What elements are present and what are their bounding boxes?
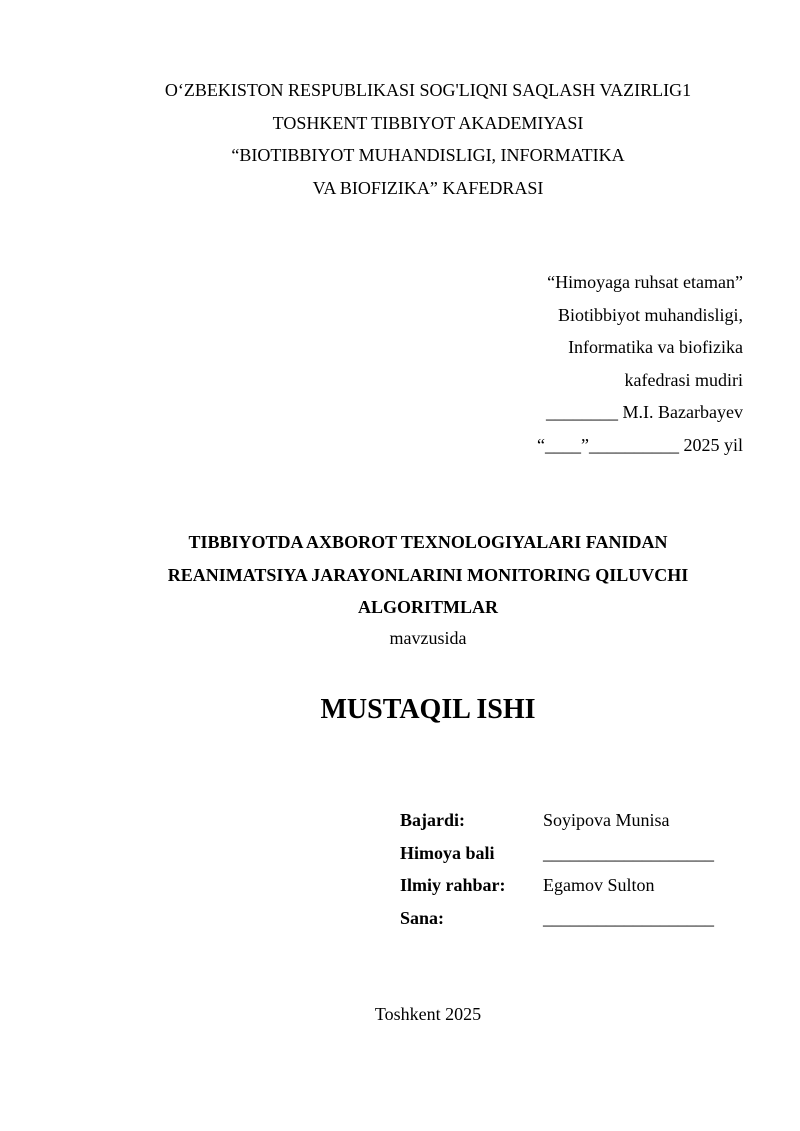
info-row-sana xyxy=(400,902,743,935)
topic-line-1: TIBBIYOTDA AXBOROT TEXNOLOGIYALARI FANIDAN xyxy=(188,532,668,552)
info-row-bajardi xyxy=(400,804,743,837)
topic-title xyxy=(0,526,800,624)
ministry-line: O‘ZBEKISTON RESPUBLIKASI SOG'LIQNI SAQLASH VAZIRLIG1 xyxy=(164,80,692,100)
approval-block xyxy=(537,266,743,461)
info-label: Sana: xyxy=(400,907,445,928)
academy-line: TOSHKENT TIBBIYOT AKADEMIYASI xyxy=(272,112,584,133)
approval-date: “____”__________ 2025 yil xyxy=(537,434,743,455)
approval-line-3: kafedrasi mudiri xyxy=(624,369,743,390)
department-line-2: VA BIOFIZIKA” KAFEDRASI xyxy=(312,177,544,198)
approval-signature: ________ M.I. Bazarbayev xyxy=(546,402,743,422)
info-value: Soyipova Munisa xyxy=(543,810,670,830)
approval-line-1: Biotibbiyot muhandisligi, xyxy=(557,304,743,325)
info-value: ___________________ xyxy=(543,842,714,863)
work-title: MUSTAQIL ISHI xyxy=(320,694,536,725)
info-row-himoya-bali xyxy=(400,837,743,870)
info-table xyxy=(400,804,743,934)
topic-line-3: ALGORITMLAR xyxy=(357,597,498,617)
topic-line-2: REANIMATSIYA JARAYONLARINI MONITORING QILUVCHI xyxy=(167,564,689,585)
info-value: ___________________ xyxy=(543,907,714,928)
approval-line-2: Informatika va biofizika xyxy=(568,337,743,357)
department-line-1: “BIOTIBBIYOT MUHANDISLIGI, INFORMATIKA xyxy=(231,145,625,165)
info-label: Himoya bali xyxy=(400,842,495,863)
info-value: Egamov Sulton xyxy=(543,875,655,895)
approval-heading: “Himoyaga ruhsat etaman” xyxy=(547,272,743,292)
topic-subtitle: mavzusida xyxy=(389,628,467,648)
info-label: Bajardi: xyxy=(400,810,465,830)
institution-header xyxy=(0,74,800,204)
info-label: Ilmiy rahbar: xyxy=(400,875,506,895)
info-row-ilmiy-rahbar xyxy=(400,869,743,902)
city-year: Toshkent 2025 xyxy=(374,1004,482,1024)
